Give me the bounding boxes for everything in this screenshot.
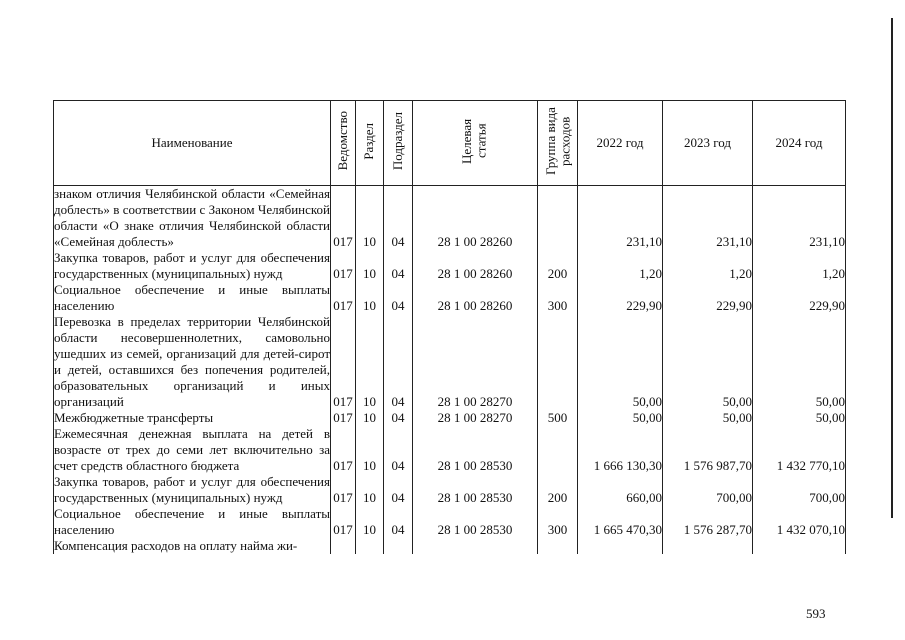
- table-row: [54, 538, 846, 554]
- cell-name: Перевозка в пределах территории Челябинской области несовершеннолетних, самовольно ушедших из семей, организаций для детей-сирот и детей, оставшихся без попечения родителей, образовательных организаций и иных организаций: [54, 314, 330, 409]
- cell-y2022: [578, 538, 663, 554]
- header-department: Ведомство: [331, 101, 356, 186]
- cell-art: [413, 538, 538, 554]
- cell-sec: 10: [356, 426, 384, 474]
- cell-grp: [538, 538, 578, 554]
- cell-y2023: 1,20: [663, 250, 753, 282]
- cell-dept: 017: [331, 282, 356, 314]
- cell-y2022: 50,00: [578, 314, 663, 410]
- header-section: Раздел: [356, 101, 384, 186]
- cell-dept: 017: [331, 314, 356, 410]
- cell-y2024: [753, 538, 846, 554]
- cell-y2023: 50,00: [663, 314, 753, 410]
- cell-dept: 017: [331, 410, 356, 426]
- cell-y2023: [663, 538, 753, 554]
- cell-sub: 04: [384, 410, 413, 426]
- cell-name: Социальное обеспечение и иные выплаты населению: [54, 282, 330, 313]
- header-expense-group: Группа вида расходов: [538, 101, 578, 186]
- cell-y2022: 1 666 130,30: [578, 426, 663, 474]
- header-2023: 2023 год: [663, 101, 753, 186]
- cell-name: Ежемесячная денежная выплата на детей в возрасте от трех до семи лет включительно за счет средств областного бюджета: [54, 426, 330, 473]
- cell-sub: 04: [384, 250, 413, 282]
- cell-y2024: 231,10: [753, 186, 846, 251]
- cell-y2023: 231,10: [663, 186, 753, 251]
- budget-table: [53, 100, 846, 554]
- cell-name: Социальное обеспечение и иные выплаты населению: [54, 506, 330, 537]
- cell-art: 28 1 00 28530: [413, 474, 538, 506]
- cell-sec: 10: [356, 186, 384, 251]
- cell-y2024: 700,00: [753, 474, 846, 506]
- cell-sec: 10: [356, 282, 384, 314]
- cell-grp: 200: [538, 250, 578, 282]
- cell-dept: 017: [331, 250, 356, 282]
- table-row: [54, 506, 846, 538]
- cell-sec: 10: [356, 250, 384, 282]
- cell-y2024: 50,00: [753, 314, 846, 410]
- cell-y2022: 229,90: [578, 282, 663, 314]
- cell-y2023: 1 576 287,70: [663, 506, 753, 538]
- cell-y2024: 1,20: [753, 250, 846, 282]
- cell-name: Закупка товаров, работ и услуг для обеспечения государственных (муниципальных) нужд: [54, 250, 330, 281]
- cell-grp: [538, 426, 578, 474]
- cell-y2023: 700,00: [663, 474, 753, 506]
- table-row: [54, 474, 846, 506]
- cell-grp: 500: [538, 410, 578, 426]
- header-2024: 2024 год: [753, 101, 846, 186]
- cell-y2023: 229,90: [663, 282, 753, 314]
- cell-y2022: 1,20: [578, 250, 663, 282]
- cell-y2022: 50,00: [578, 410, 663, 426]
- table-row: [54, 250, 846, 282]
- cell-sec: [356, 538, 384, 554]
- table-row: [54, 314, 846, 410]
- header-subsection: Подраздел: [384, 101, 413, 186]
- cell-y2024: 50,00: [753, 410, 846, 426]
- cell-sec: 10: [356, 314, 384, 410]
- cell-art: 28 1 00 28260: [413, 250, 538, 282]
- cell-y2022: 1 665 470,30: [578, 506, 663, 538]
- cell-sec: 10: [356, 474, 384, 506]
- table-row: [54, 426, 846, 474]
- page-edge-line: [891, 18, 893, 518]
- cell-dept: 017: [331, 474, 356, 506]
- cell-art: 28 1 00 28530: [413, 426, 538, 474]
- header-name: Наименование: [54, 101, 331, 186]
- cell-sec: 10: [356, 410, 384, 426]
- cell-sub: 04: [384, 474, 413, 506]
- cell-y2022: 231,10: [578, 186, 663, 251]
- cell-sec: 10: [356, 506, 384, 538]
- cell-dept: [331, 538, 356, 554]
- cell-grp: 300: [538, 506, 578, 538]
- cell-sub: 04: [384, 282, 413, 314]
- cell-grp: [538, 314, 578, 410]
- cell-y2024: 229,90: [753, 282, 846, 314]
- cell-dept: 017: [331, 186, 356, 251]
- table-row: [54, 186, 846, 251]
- cell-sub: 04: [384, 314, 413, 410]
- cell-sub: 04: [384, 426, 413, 474]
- header-2022: 2022 год: [578, 101, 663, 186]
- cell-y2023: 1 576 987,70: [663, 426, 753, 474]
- cell-name: Компенсация расходов на оплату найма жи-: [54, 538, 331, 554]
- cell-art: 28 1 00 28270: [413, 314, 538, 410]
- cell-sub: [384, 538, 413, 554]
- cell-art: 28 1 00 28530: [413, 506, 538, 538]
- cell-sub: 04: [384, 186, 413, 251]
- cell-name: Межбюджетные трансферты: [54, 410, 331, 426]
- cell-y2023: 50,00: [663, 410, 753, 426]
- page-number: 593: [806, 606, 826, 621]
- table-header-row: [54, 101, 846, 186]
- cell-art: 28 1 00 28260: [413, 186, 538, 251]
- cell-dept: 017: [331, 506, 356, 538]
- cell-grp: 300: [538, 282, 578, 314]
- header-target-article: Целевая статья: [413, 101, 538, 186]
- cell-y2022: 660,00: [578, 474, 663, 506]
- cell-name: Закупка товаров, работ и услуг для обеспечения государственных (муниципальных) нужд: [54, 474, 330, 505]
- cell-grp: [538, 186, 578, 251]
- cell-grp: 200: [538, 474, 578, 506]
- cell-dept: 017: [331, 426, 356, 474]
- table-row: [54, 410, 846, 426]
- cell-art: 28 1 00 28270: [413, 410, 538, 426]
- table-row: [54, 282, 846, 314]
- cell-sub: 04: [384, 506, 413, 538]
- cell-art: 28 1 00 28260: [413, 282, 538, 314]
- cell-y2024: 1 432 070,10: [753, 506, 846, 538]
- cell-name: знаком отличия Челябинской области «Семейная доблесть» в соответствии с Законом Челябинской области «О знаке отличия Челябинской области «Семейная доблесть»: [54, 186, 330, 249]
- cell-y2024: 1 432 770,10: [753, 426, 846, 474]
